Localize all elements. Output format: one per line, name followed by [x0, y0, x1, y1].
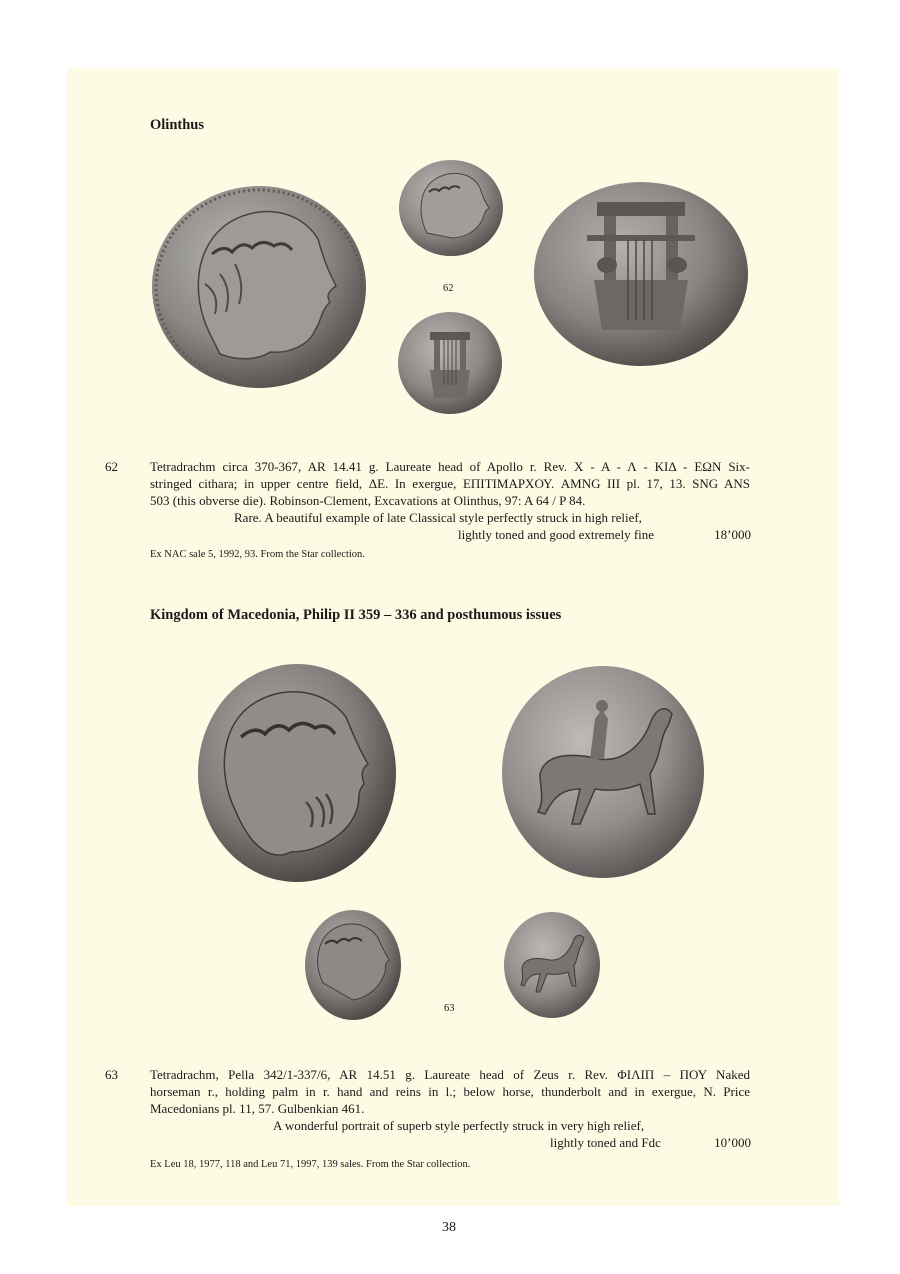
lot-remark-line1: Rare. A beautiful example of late Classical style perfectly struck in high relief,	[234, 510, 642, 525]
lot-estimate: 10’000	[714, 1135, 751, 1150]
coin-reverse-large-cithara	[532, 180, 750, 368]
section-heading: Kingdom of Macedonia, Philip II 359 – 336 and posthumous issues	[150, 607, 562, 623]
lot-number: 63	[105, 1067, 118, 1082]
lot-provenance: Ex Leu 18, 1977, 118 and Leu 71, 1997, 139 sales. From the Star collection.	[150, 1159, 471, 1170]
lot-provenance: Ex NAC sale 5, 1992, 93. From the Star collection.	[150, 549, 365, 560]
section-heading: Olinthus	[150, 117, 204, 133]
lot-remark-line1: A wonderful portrait of superb style perfectly struck in very high relief,	[273, 1118, 645, 1133]
coin-reverse-large-horseman	[500, 664, 706, 880]
lot-remark-line2: lightly toned and good extremely fine	[458, 527, 655, 542]
lot-number: 62	[105, 459, 118, 474]
description-line: Macedonians pl. 11, 57. Gulbenkian 461.	[150, 1101, 365, 1116]
coin-obverse-large-apollo	[150, 184, 368, 390]
lot-description	[150, 458, 750, 509]
description-line: Tetradrachm circa 370-367, AR 14.41 g. Laureate head of Apollo r. Rev. Χ - Α - Λ - ΚΙΔ - ΕΩΝ Six-	[150, 459, 750, 474]
plate-number: 62	[443, 283, 454, 294]
coin-obverse-small-apollo	[397, 158, 505, 258]
lot-estimate: 18’000	[714, 527, 751, 542]
description-line: 503 (this obverse die). Robinson-Clement, Excavations at Olinthus, 97: A 64 / P 84.	[150, 493, 586, 508]
coin-reverse-small-cithara	[396, 310, 504, 416]
page-number: 38	[442, 1220, 456, 1235]
description-line: horseman r., holding palm in r. hand and reins in l.; below horse, thunderbolt and in exergue, N. Price	[150, 1084, 750, 1099]
coin-reverse-small-horseman	[502, 910, 602, 1020]
coin-obverse-large-zeus	[196, 662, 398, 884]
lot-description	[150, 1066, 750, 1117]
description-line: stringed cithara; in upper centre field, ΔΕ. In exergue, ΕΠΙΤΙΜΑΡΧΟΥ. AMNG III pl. 17, 13. SNG ANS	[150, 476, 750, 491]
coin-obverse-small-zeus	[303, 908, 403, 1022]
description-line: Tetradrachm, Pella 342/1-337/6, AR 14.51 g. Laureate head of Zeus r. Rev. ΦΙΛΙΠ – ΠΟΥ Naked	[150, 1067, 750, 1082]
lot-remark-line2: lightly toned and Fdc	[550, 1135, 661, 1150]
plate-number: 63	[444, 1003, 455, 1014]
